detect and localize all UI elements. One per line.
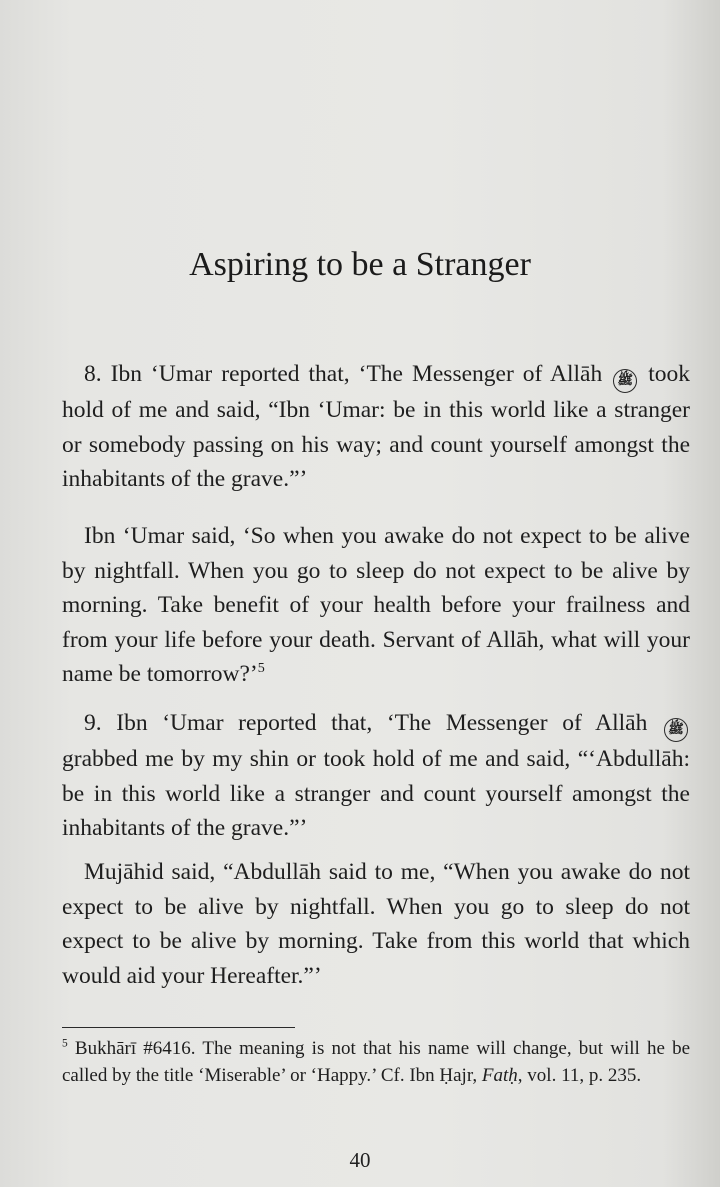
paragraph-text: Mujāhid said, “Abdullāh said to me, “When you awake do not expect to be alive by nightfall. When you go to sleep do not expect to be alive by morning. Take from this world that which would aid your Hereafter.”’ — [62, 859, 690, 989]
page-number: 40 — [349, 1148, 371, 1172]
footnote-text: Bukhārī #6416. The meaning is not that his name will change, but will he be called by the title ‘Miserable’ or ‘Happy.’ Cf. Ibn Ḥajr, — [62, 1038, 691, 1086]
footnote-citation: , vol. 11, p. 235. — [517, 1065, 642, 1086]
paragraph-text: 8. Ibn ‘Umar reported that, ‘The Messenger of Allāh — [84, 361, 603, 387]
paragraph-text: Ibn ‘Umar said, ‘So when you awake do not expect to be alive by nightfall. When you go to sleep do not expect to be alive by morning. Take benefit of your health before your frailness and from your life before your death. Servant of Allāh, what will your name be tomorrow?’ — [62, 523, 690, 687]
footnote-marker: 5 — [62, 1037, 68, 1050]
footnote-divider — [62, 1027, 295, 1028]
commentary-paragraph-ibn-umar — [62, 519, 690, 692]
paragraph-text: took hold of me and said, “Ibn ‘Umar: be in this world like a stranger or somebody passing on his way; and count yourself amongst the inhabitants of the grave.”’ — [62, 361, 691, 492]
footnote-book-title: Fatḥ — [481, 1065, 518, 1086]
footnote — [62, 1035, 690, 1089]
chapter-title: Aspiring to be a Stranger — [189, 246, 531, 283]
hadith-paragraph-9 — [62, 706, 690, 846]
paragraph-text: 9. Ibn ‘Umar reported that, ‘The Messenger of Allāh — [84, 710, 648, 736]
commentary-paragraph-mujahid — [62, 855, 690, 993]
salawat-calligraphy-icon: ﷺ — [664, 718, 688, 742]
footnote-reference: 5 — [257, 660, 265, 677]
paragraph-text: grabbed me by my shin or took hold of me and said, “‘Abdullāh: be in this world like a stranger and count yourself amongst the inhabitants of the grave.”’ — [62, 746, 690, 841]
salawat-calligraphy-icon: ﷺ — [613, 369, 637, 393]
hadith-paragraph-8 — [62, 357, 690, 497]
